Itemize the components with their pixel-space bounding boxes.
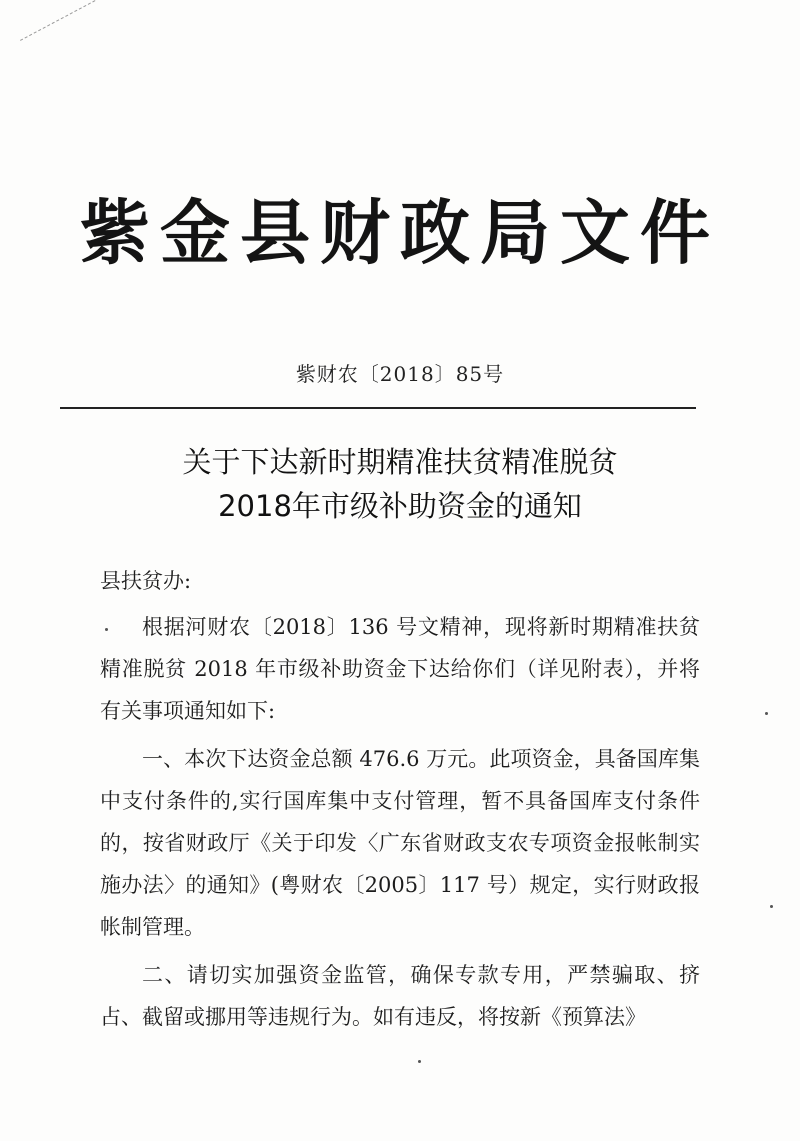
scan-speck: [418, 1060, 421, 1063]
scan-speck: [105, 628, 108, 631]
addressee: 县扶贫办:: [100, 569, 192, 593]
paragraph-intro: 根据河财农〔2018〕136 号文精神，现将新时期精准扶贫精准脱贫 2018 年市级补助资金下达给你们（详见附表），并将有关事项通知如下:: [100, 615, 700, 723]
notice-title-line-2: 2018年市级补助资金的通知: [218, 489, 582, 523]
scan-artifact-line: [20, 0, 100, 41]
notice-body: [100, 560, 700, 1044]
paragraph-item-2: 二、请切实加强资金监管，确保专款专用，严禁骗取、挤占、截留或挪用等违规行为。如有违反，将按新《预算法》: [100, 963, 700, 1029]
header-divider: [60, 407, 696, 409]
notice-title: [0, 440, 800, 528]
document-number: 紫财农〔2018〕85号: [295, 362, 505, 386]
scan-speck: [765, 712, 768, 715]
notice-title-line-1: 关于下达新时期精准扶贫精准脱贫: [182, 445, 618, 479]
agency-header-title: 紫金县财政局文件: [80, 191, 720, 274]
paragraph-item-1: 一、本次下达资金总额 476.6 万元。此项资金，具备国库集中支付条件的,实行国库集中支付管理，暂不具备国库支付条件的，按省财政厅《关于印发〈广东省财政支农专项资金报帐制实施办法〉的通知》(粤财农〔2005〕117 号）规定，实行财政报帐制管理。: [100, 747, 700, 939]
scan-speck: [770, 905, 773, 908]
